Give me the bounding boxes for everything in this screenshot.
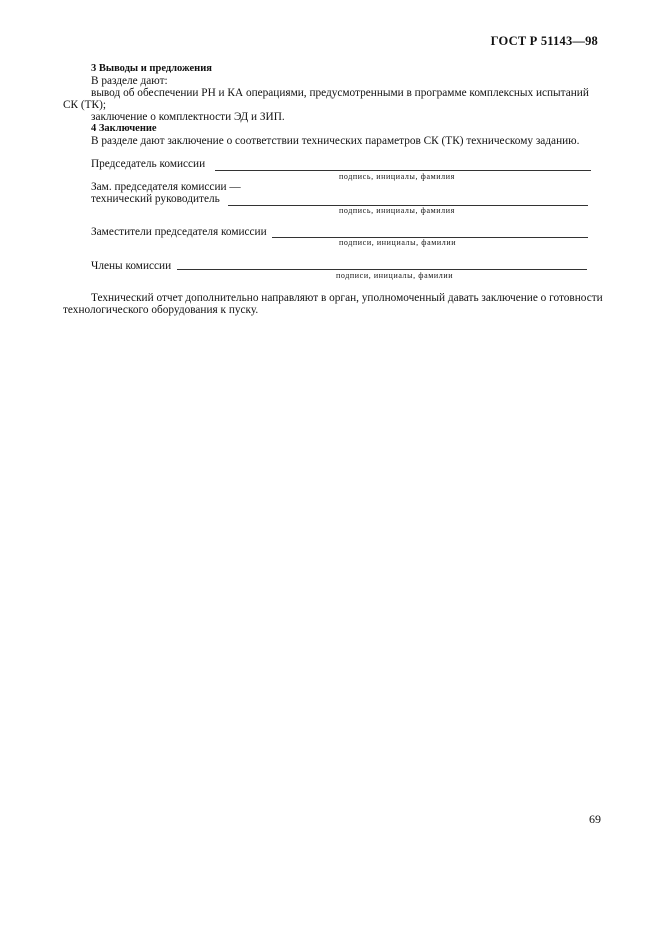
members-label: Члены комиссии xyxy=(91,260,172,272)
section-3-item-1-cont: СК (ТК); xyxy=(63,99,106,111)
closing-line-2: технологического оборудования к пуску. xyxy=(63,304,259,316)
chair-caption: подпись, инициалы, фамилия xyxy=(339,172,455,181)
section-3-title: 3 Выводы и предложения xyxy=(91,63,212,74)
section-4-text: В разделе дают заключение о соответствии технических параметров СК (ТК) техническому заданию. xyxy=(91,135,580,147)
page-number: 69 xyxy=(589,812,601,826)
section-4-title: 4 Заключение xyxy=(91,123,157,134)
chair-label: Председатель комиссии xyxy=(91,158,206,170)
closing-line-1: Технический отчет дополнительно направляют в орган, уполномоченный давать заключение о готовности xyxy=(91,292,603,304)
section-3-intro: В разделе дают: xyxy=(91,75,168,87)
deputies-label: Заместители председателя комиссии xyxy=(91,226,267,238)
deputy-chair-caption: подпись, инициалы, фамилия xyxy=(339,206,455,215)
section-3-item-1: вывод об обеспечении РН и КА операциями, предусмотренными в программе комплексных испытаний xyxy=(91,87,589,99)
deputy-chair-label-1: Зам. председателя комиссии — xyxy=(91,181,241,193)
deputy-chair-label-2: технический руководитель xyxy=(91,193,220,205)
deputies-caption: подписи, инициалы, фамилии xyxy=(339,238,457,247)
members-caption: подписи, инициалы, фамилии xyxy=(336,271,454,280)
document-code: ГОСТ Р 51143—98 xyxy=(490,34,598,48)
section-3-item-2: заключение о комплектности ЭД и ЗИП. xyxy=(91,111,285,123)
members-signature-line xyxy=(177,269,587,270)
chair-signature-line xyxy=(215,170,591,171)
